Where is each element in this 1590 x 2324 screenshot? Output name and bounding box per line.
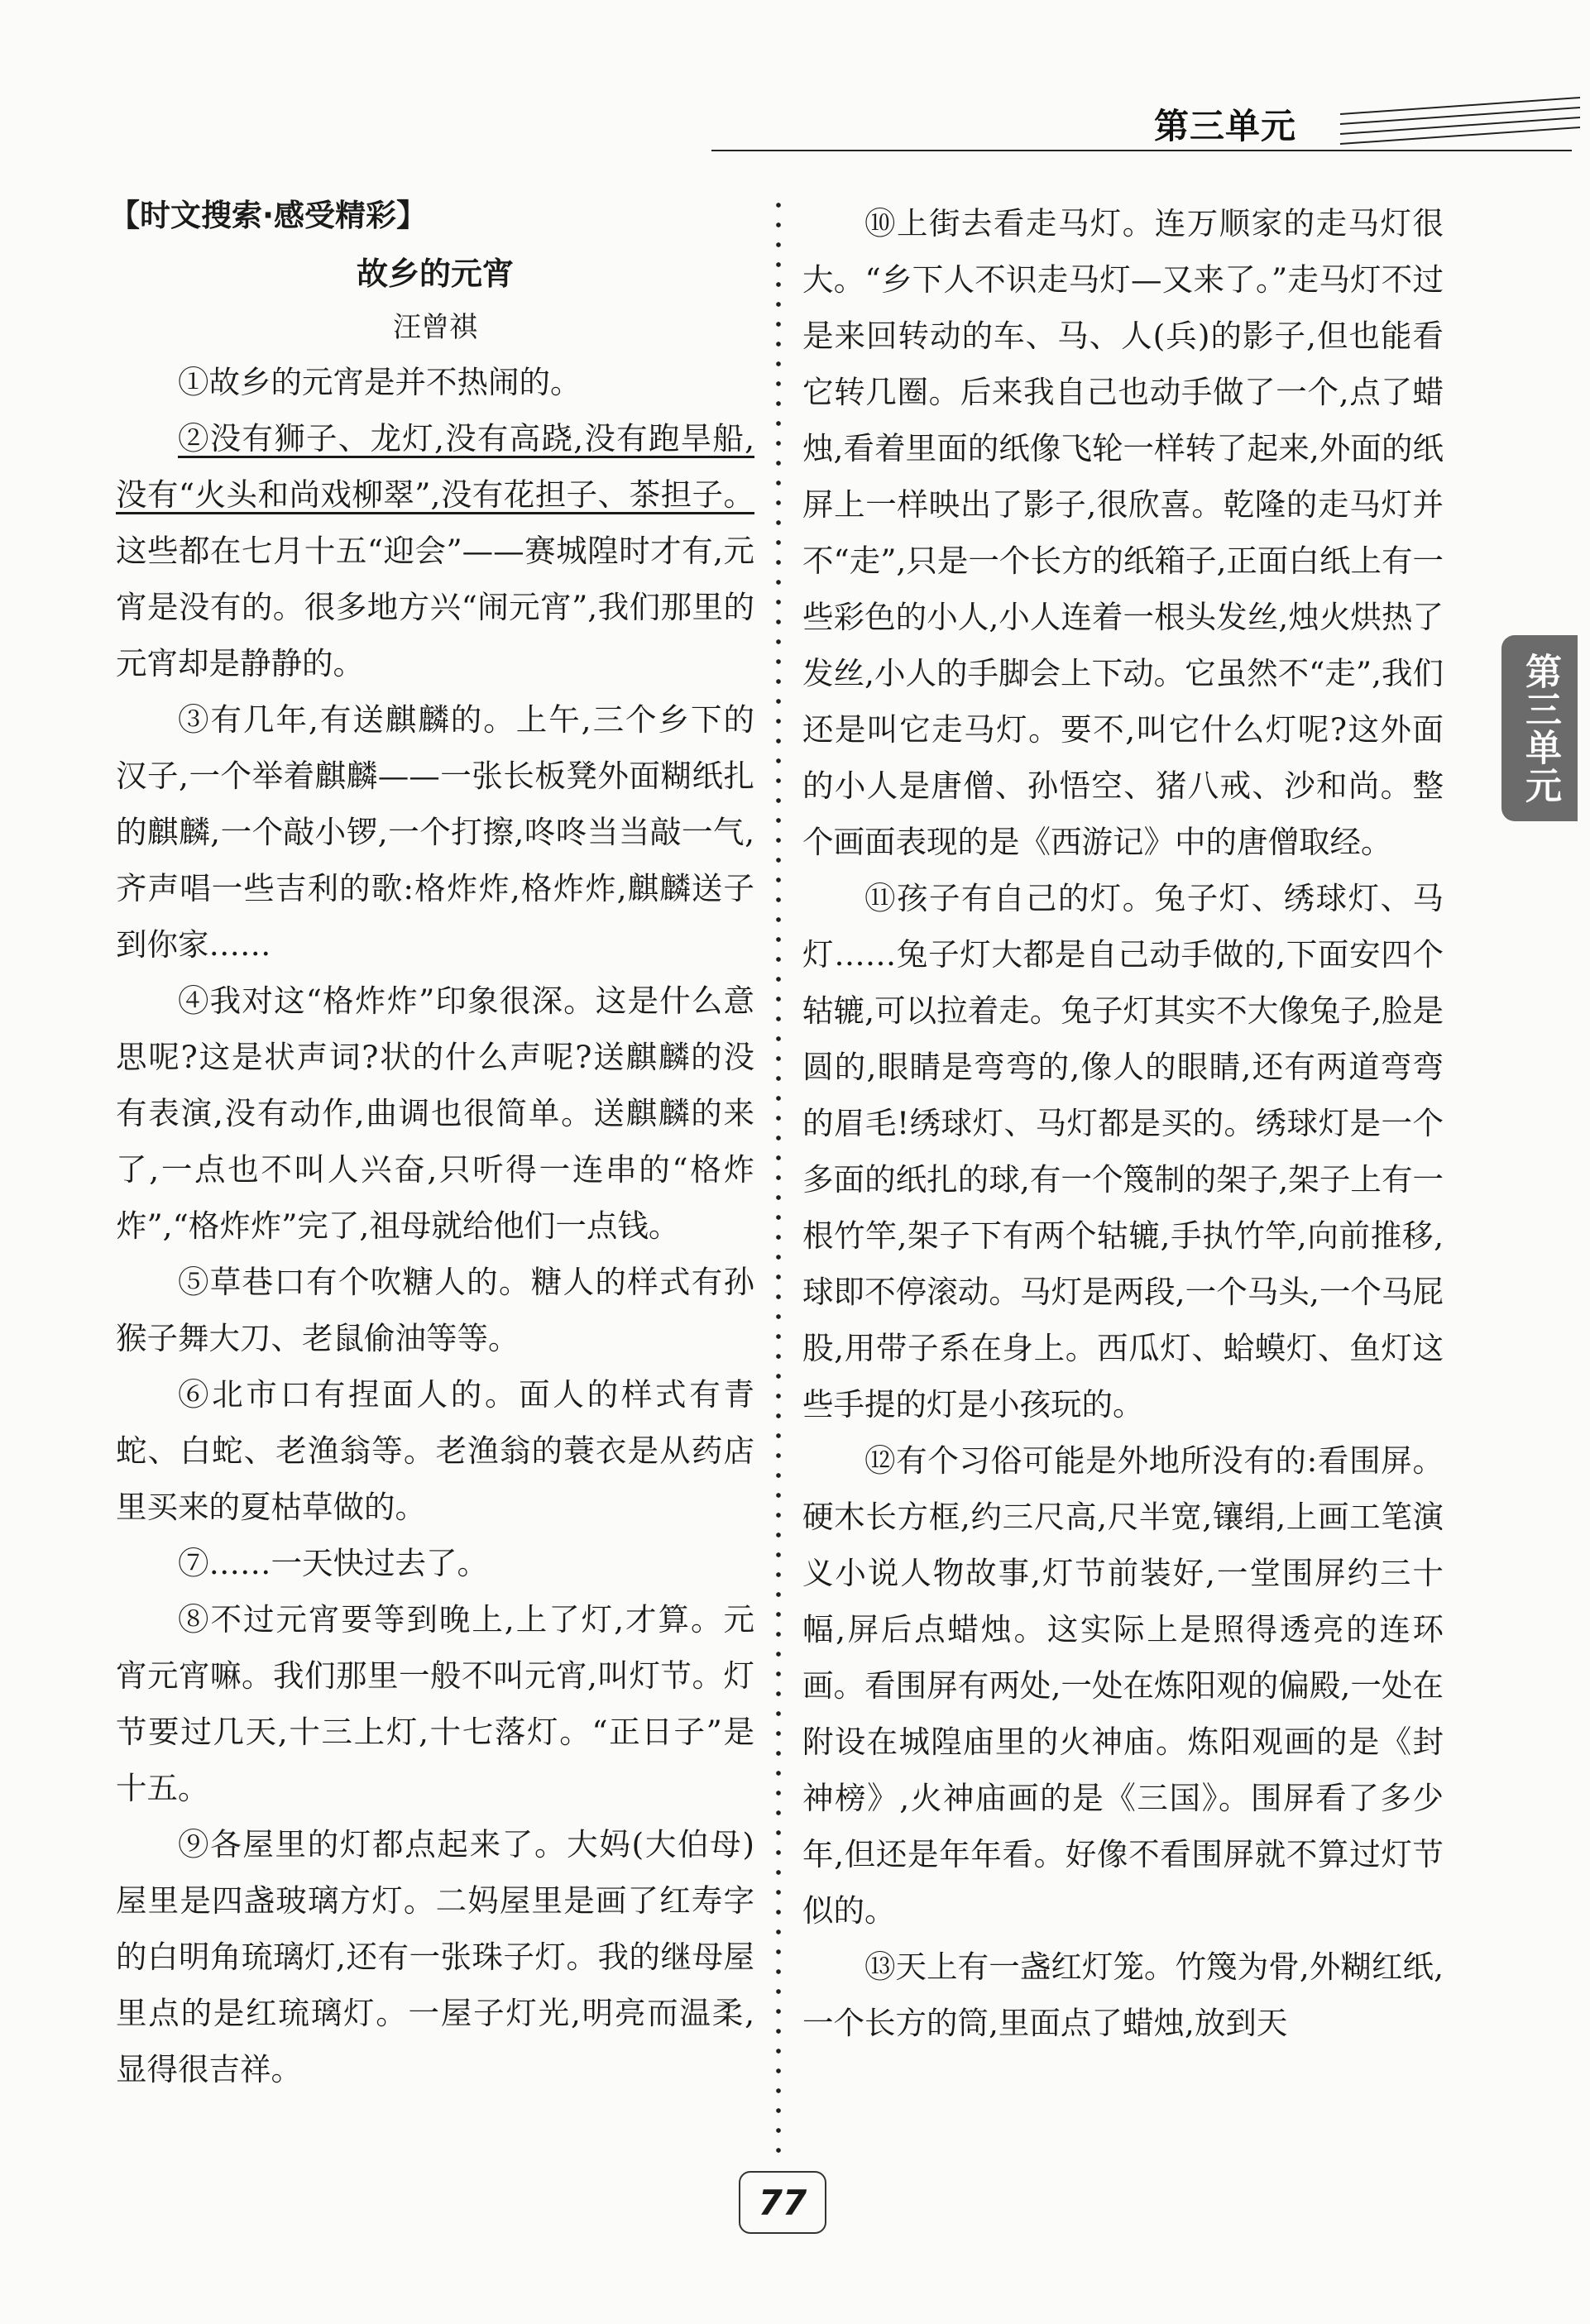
side-unit-tab: 第三单元 xyxy=(1501,635,1578,821)
section-title: 【时文搜索·感受精彩】 xyxy=(109,198,428,233)
paragraph-8: ⑧不过元宵要等到晚上,上了灯,才算。元宵元宵嘛。我们那里一般不叫元宵,叫灯节。灯节要过几天,十三上灯,十七落灯。“正日子”是十五。 xyxy=(116,1601,754,1806)
right-column xyxy=(802,195,1444,2051)
paragraph-13: ⑬天上有一盏红灯笼。竹篾为骨,外糊红纸,一个长方的筒,里面点了蜡烛,放到天 xyxy=(802,1949,1444,2041)
paragraph-6: ⑥北市口有捏面人的。面人的样式有青蛇、白蛇、老渔翁等。老渔翁的蓑衣是从药店里买来的夏枯草做的。 xyxy=(116,1376,754,1525)
header-decoration xyxy=(711,91,1588,157)
paragraph-2-rest: 这些都在七月十五“迎会”——赛城隍时才有,元宵是没有的。很多地方兴“闹元宵”,我们那里的元宵却是静静的。 xyxy=(116,533,754,681)
unit-header: 第三单元 xyxy=(1154,106,1297,146)
paragraph-2 xyxy=(116,410,754,691)
paragraph-12: ⑫有个习俗可能是外地所没有的:看围屏。硬木长方框,约三尺高,尺半宽,镶绢,上画工笔演义小说人物故事,灯节前装好,一堂围屏约三十幅,屏后点蜡烛。这实际上是照得透亮的连环画。看围屏有两处,一处在炼阳观的偏殿,一处在附设在城隍庙里的火神庙。炼阳观画的是《封神榜》,火神庙画的是《三国》。围屏看了多少年,但还是年年看。好像不看围屏就不算过灯节似的。 xyxy=(802,1442,1444,1929)
paragraph-10: ⑩上街去看走马灯。连万顺家的走马灯很大。“乡下人不识走马灯—又来了。”走马灯不过是来回转动的车、马、人(兵)的影子,但也能看它转几圈。后来我自己也动手做了一个,点了蜡烛,看着里面的纸像飞轮一样转了起来,外面的纸屏上一样映出了影子,很欣喜。乾隆的走马灯并不“走”,只是一个长方的纸箱子,正面白纸上有一些彩色的小人,小人连着一根头发丝,烛火烘热了发丝,小人的手脚会上下动。它虽然不“走”,我们还是叫它走马灯。要不,叫它什么灯呢?这外面的小人是唐僧、孙悟空、猪八戒、沙和尚。整个画面表现的是《西游记》中的唐僧取经。 xyxy=(802,205,1444,860)
paragraph-11: ⑪孩子有自己的灯。兔子灯、绣球灯、马灯……兔子灯大都是自己动手做的,下面安四个轱辘,可以拉着走。兔子灯其实不大像兔子,脸是圆的,眼睛是弯弯的,像人的眼睛,还有两道弯弯的眉毛!绣球灯、马灯都是买的。绣球灯是一个多面的纸扎的球,有一个篾制的架子,架子上有一根竹竿,架子下有两个轱辘,手执竹竿,向前推移,球即不停滚动。马灯是两段,一个马头,一个马屁股,用带子系在身上。西瓜灯、蛤蟆灯、鱼灯这些手提的灯是小孩玩的。 xyxy=(802,880,1444,1423)
column-divider xyxy=(775,195,782,2164)
article-author: 汪曾祺 xyxy=(393,311,477,344)
paragraph-3: ③有几年,有送麒麟的。上午,三个乡下的汉子,一个举着麒麟——一张长板凳外面糊纸扎的麒麟,一个敲小锣,一个打擦,咚咚当当敲一气,齐声唱一些吉利的歌:格炸炸,格炸炸,麒麟送子到你家…… xyxy=(116,701,754,963)
paragraph-7: ⑦……一天快过去了。 xyxy=(178,1545,488,1581)
paragraph-2-underlined: ②没有狮子、龙灯,没有高跷,没有跑旱船,没有“火头和尚戏柳翠”,没有花担子、茶担子。 xyxy=(116,420,754,513)
page-number: 77 xyxy=(739,2171,826,2234)
article-title: 故乡的元宵 xyxy=(356,256,514,292)
paragraph-5: ⑤草巷口有个吹糖人的。糖人的样式有孙猴子舞大刀、老鼠偷油等等。 xyxy=(116,1264,754,1356)
paragraph-1: ①故乡的元宵是并不热闹的。 xyxy=(178,364,582,400)
left-column xyxy=(109,195,754,2097)
paragraph-9: ⑨各屋里的灯都点起来了。大妈(大伯母)屋里是四盏玻璃方灯。二妈屋里是画了红寿字的白明角琉璃灯,还有一张珠子灯。我的继母屋里点的是红琉璃灯。一屋子灯光,明亮而温柔,显得很吉祥。 xyxy=(116,1826,754,2087)
paragraph-4: ④我对这“格炸炸”印象很深。这是什么意思呢?这是状声词?状的什么声呢?送麒麟的没有表演,没有动作,曲调也很简单。送麒麟的来了,一点也不叫人兴奋,只听得一连串的“格炸炸”,“格炸炸”完了,祖母就给他们一点钱。 xyxy=(116,983,754,1244)
